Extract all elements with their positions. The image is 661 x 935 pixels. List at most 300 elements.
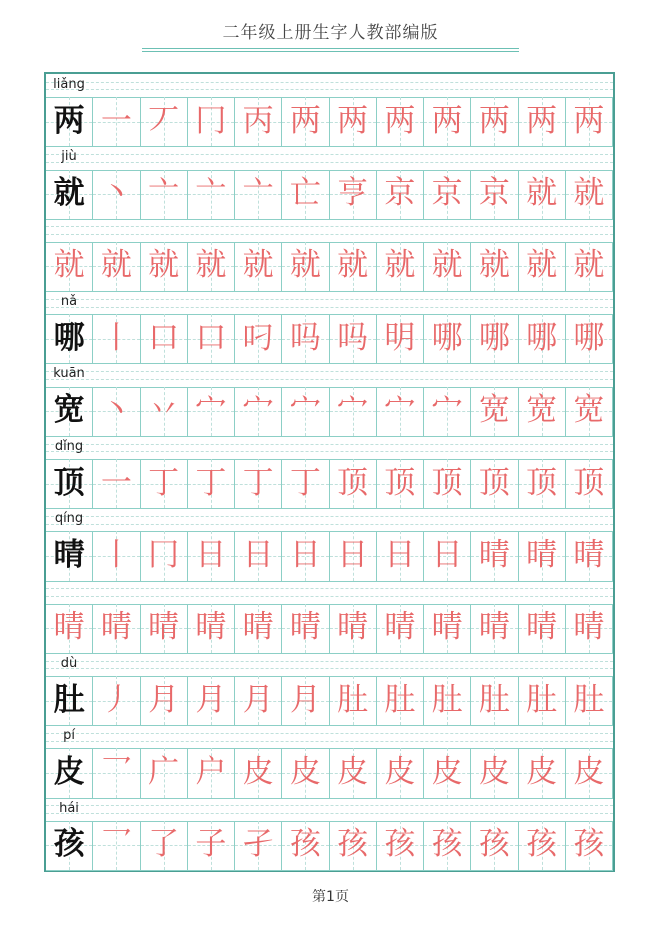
pinyin-band: [46, 146, 613, 170]
trace-character-cell: [235, 387, 282, 436]
title-underline-2: [142, 51, 519, 52]
character-glyph: 月: [195, 681, 227, 718]
character-glyph: 肚: [53, 681, 85, 718]
trace-character-cell: [471, 170, 518, 219]
character-glyph: 顶: [478, 464, 510, 501]
model-character-cell: [46, 387, 93, 436]
character-glyph: 一: [100, 102, 132, 139]
trace-character-cell: [471, 459, 518, 508]
character-cells: [46, 170, 613, 220]
trace-character-cell: [93, 531, 140, 580]
trace-character-cell: [519, 821, 566, 870]
character-glyph: 丙: [242, 102, 274, 139]
pinyin-label: pí: [63, 728, 75, 744]
trace-character-cell: [377, 604, 424, 653]
character-glyph: 顶: [573, 464, 605, 501]
character-glyph: 孩: [337, 826, 369, 863]
trace-character-cell: [282, 170, 329, 219]
character-glyph: 皮: [384, 753, 416, 790]
trace-character-cell: [93, 604, 140, 653]
character-glyph: 孩: [478, 826, 510, 863]
practice-grid: [44, 72, 615, 872]
character-glyph: 就: [337, 247, 369, 284]
character-glyph: 孩: [53, 826, 85, 863]
character-glyph: 皮: [289, 753, 321, 790]
character-glyph: 日: [289, 536, 321, 573]
trace-character-cell: [188, 242, 235, 291]
pinyin-label: dǐng: [54, 438, 84, 454]
character-glyph: 孩: [431, 826, 463, 863]
character-glyph: 就: [53, 174, 85, 211]
trace-character-cell: [188, 314, 235, 363]
trace-character-cell: [471, 821, 518, 870]
trace-character-cell: [519, 387, 566, 436]
character-glyph: 丶: [100, 392, 132, 429]
trace-character-cell: [188, 170, 235, 219]
trace-character-cell: [141, 531, 188, 580]
trace-character-cell: [282, 459, 329, 508]
character-glyph: 日: [431, 536, 463, 573]
character-glyph: 就: [478, 247, 510, 284]
trace-character-cell: [377, 314, 424, 363]
trace-character-cell: [235, 676, 282, 725]
character-glyph: 肚: [431, 681, 463, 718]
character-glyph: 两: [526, 102, 558, 139]
character-glyph: 晴: [148, 609, 180, 646]
pinyin-band: [46, 291, 613, 315]
trace-character-cell: [566, 459, 613, 508]
model-character-cell: [46, 531, 93, 580]
character-glyph: 晴: [53, 536, 85, 573]
trace-character-cell: [377, 748, 424, 797]
trace-character-cell: [235, 242, 282, 291]
practice-row: [46, 363, 613, 435]
character-glyph: 孩: [526, 826, 558, 863]
character-glyph: 哪: [53, 319, 85, 356]
character-glyph: 子: [195, 826, 227, 863]
trace-character-cell: [46, 604, 93, 653]
character-glyph: 晴: [100, 609, 132, 646]
pinyin-band: [46, 508, 613, 532]
trace-character-cell: [519, 604, 566, 653]
character-glyph: 晴: [526, 609, 558, 646]
character-glyph: 皮: [573, 753, 605, 790]
character-glyph: 孩: [384, 826, 416, 863]
pinyin-label: kuān: [53, 366, 85, 382]
trace-character-cell: [282, 676, 329, 725]
trace-character-cell: [235, 170, 282, 219]
trace-character-cell: [330, 531, 377, 580]
character-glyph: 就: [100, 247, 132, 284]
trace-character-cell: [282, 748, 329, 797]
character-glyph: 皮: [337, 753, 369, 790]
character-glyph: 孩: [289, 826, 321, 863]
character-glyph: 晴: [53, 609, 85, 646]
trace-character-cell: [566, 387, 613, 436]
trace-character-cell: [93, 676, 140, 725]
character-glyph: 就: [195, 247, 227, 284]
trace-character-cell: [377, 821, 424, 870]
character-glyph: 晴: [478, 609, 510, 646]
trace-character-cell: [141, 821, 188, 870]
character-glyph: 哪: [526, 319, 558, 356]
trace-character-cell: [188, 459, 235, 508]
character-glyph: 乛: [100, 826, 132, 863]
trace-character-cell: [235, 604, 282, 653]
page-title: 二年级上册生字人教部编版: [222, 23, 439, 43]
trace-character-cell: [282, 821, 329, 870]
trace-character-cell: [188, 676, 235, 725]
trace-character-cell: [235, 459, 282, 508]
trace-character-cell: [471, 604, 518, 653]
practice-row: [46, 508, 613, 580]
practice-row: [46, 291, 613, 363]
character-glyph: 亠: [195, 174, 227, 211]
character-glyph: 肚: [478, 681, 510, 718]
practice-row: [46, 74, 613, 146]
character-glyph: 京: [431, 174, 463, 211]
pinyin-band: [46, 363, 613, 387]
trace-character-cell: [282, 242, 329, 291]
character-glyph: 就: [573, 247, 605, 284]
trace-character-cell: [235, 821, 282, 870]
trace-character-cell: [330, 676, 377, 725]
character-glyph: 日: [242, 536, 274, 573]
character-glyph: 吗: [289, 319, 321, 356]
trace-character-cell: [519, 531, 566, 580]
character-glyph: 宽: [526, 392, 558, 429]
trace-character-cell: [330, 459, 377, 508]
trace-character-cell: [282, 314, 329, 363]
character-glyph: 晴: [242, 609, 274, 646]
trace-character-cell: [377, 459, 424, 508]
character-glyph: 京: [478, 174, 510, 211]
character-glyph: 就: [431, 247, 463, 284]
trace-character-cell: [377, 676, 424, 725]
practice-row: [46, 219, 613, 291]
character-glyph: 哪: [431, 319, 463, 356]
pinyin-band: [46, 436, 613, 460]
trace-character-cell: [519, 242, 566, 291]
pinyin-band: [46, 725, 613, 749]
model-character-cell: [46, 170, 93, 219]
trace-character-cell: [188, 97, 235, 146]
trace-character-cell: [519, 314, 566, 363]
character-cells: [46, 242, 613, 292]
trace-character-cell: [330, 604, 377, 653]
model-character-cell: [46, 676, 93, 725]
character-glyph: 广: [148, 753, 180, 790]
pinyin-label: jiù: [61, 149, 77, 165]
trace-character-cell: [188, 604, 235, 653]
practice-row: [46, 798, 613, 870]
trace-character-cell: [519, 170, 566, 219]
character-glyph: 宀: [431, 392, 463, 429]
character-glyph: 京: [384, 174, 416, 211]
trace-character-cell: [519, 97, 566, 146]
trace-character-cell: [235, 97, 282, 146]
character-cells: [46, 604, 613, 654]
model-character-cell: [46, 748, 93, 797]
trace-character-cell: [330, 170, 377, 219]
character-glyph: 日: [337, 536, 369, 573]
practice-row: [46, 653, 613, 725]
character-glyph: 冂: [148, 536, 180, 573]
character-glyph: 顶: [53, 464, 85, 501]
practice-row: [46, 146, 613, 218]
trace-character-cell: [471, 531, 518, 580]
character-glyph: 亠: [242, 174, 274, 211]
character-cells: [46, 821, 613, 871]
trace-character-cell: [282, 531, 329, 580]
character-glyph: 晴: [573, 536, 605, 573]
trace-character-cell: [235, 531, 282, 580]
character-glyph: 宀: [384, 392, 416, 429]
trace-character-cell: [282, 97, 329, 146]
character-glyph: 晴: [478, 536, 510, 573]
trace-character-cell: [519, 459, 566, 508]
character-glyph: 肚: [573, 681, 605, 718]
trace-character-cell: [471, 97, 518, 146]
character-glyph: 户: [195, 753, 227, 790]
trace-character-cell: [188, 531, 235, 580]
character-glyph: 两: [337, 102, 369, 139]
trace-character-cell: [377, 97, 424, 146]
pinyin-band: [46, 581, 613, 605]
pinyin-label: hái: [59, 800, 79, 816]
character-glyph: 两: [53, 102, 85, 139]
trace-character-cell: [46, 242, 93, 291]
trace-character-cell: [471, 676, 518, 725]
trace-character-cell: [188, 821, 235, 870]
character-glyph: 顶: [337, 464, 369, 501]
model-character-cell: [46, 821, 93, 870]
character-glyph: 皮: [526, 753, 558, 790]
trace-character-cell: [566, 676, 613, 725]
character-cells: [46, 748, 613, 798]
trace-character-cell: [424, 821, 471, 870]
trace-character-cell: [141, 676, 188, 725]
character-glyph: 皮: [431, 753, 463, 790]
trace-character-cell: [566, 821, 613, 870]
trace-character-cell: [93, 821, 140, 870]
character-cells: [46, 314, 613, 364]
model-character-cell: [46, 314, 93, 363]
trace-character-cell: [93, 314, 140, 363]
trace-character-cell: [141, 97, 188, 146]
character-glyph: 丁: [289, 464, 321, 501]
character-cells: [46, 387, 613, 437]
character-glyph: 皮: [478, 753, 510, 790]
character-glyph: 晴: [384, 609, 416, 646]
trace-character-cell: [424, 242, 471, 291]
trace-character-cell: [235, 748, 282, 797]
trace-character-cell: [424, 387, 471, 436]
character-glyph: 皮: [53, 753, 85, 790]
character-glyph: 丷: [148, 392, 180, 429]
character-glyph: 丨: [100, 319, 132, 356]
trace-character-cell: [93, 459, 140, 508]
character-glyph: 一: [100, 464, 132, 501]
character-cells: [46, 531, 613, 581]
character-glyph: 丨: [100, 536, 132, 573]
character-cells: [46, 676, 613, 726]
trace-character-cell: [566, 242, 613, 291]
trace-character-cell: [519, 676, 566, 725]
trace-character-cell: [330, 387, 377, 436]
trace-character-cell: [330, 314, 377, 363]
character-glyph: 就: [148, 247, 180, 284]
trace-character-cell: [141, 242, 188, 291]
character-glyph: 皮: [242, 753, 274, 790]
trace-character-cell: [566, 97, 613, 146]
character-glyph: 肚: [384, 681, 416, 718]
character-glyph: 宀: [195, 392, 227, 429]
pinyin-label: liǎng: [53, 77, 85, 92]
trace-character-cell: [93, 387, 140, 436]
character-glyph: 宀: [242, 392, 274, 429]
character-glyph: 亠: [148, 174, 180, 211]
trace-character-cell: [424, 531, 471, 580]
character-glyph: 叼: [242, 319, 274, 356]
character-glyph: 哪: [478, 319, 510, 356]
trace-character-cell: [566, 531, 613, 580]
character-glyph: 口: [148, 319, 180, 356]
trace-character-cell: [471, 242, 518, 291]
character-glyph: 亡: [289, 174, 321, 211]
character-glyph: 两: [573, 102, 605, 139]
model-character-cell: [46, 97, 93, 146]
character-glyph: 两: [478, 102, 510, 139]
trace-character-cell: [566, 170, 613, 219]
character-glyph: 丁: [195, 464, 227, 501]
trace-character-cell: [330, 97, 377, 146]
trace-character-cell: [188, 387, 235, 436]
character-glyph: 顶: [384, 464, 416, 501]
trace-character-cell: [566, 748, 613, 797]
character-glyph: 就: [526, 247, 558, 284]
pinyin-label: nǎ: [60, 294, 78, 310]
trace-character-cell: [93, 170, 140, 219]
trace-character-cell: [330, 821, 377, 870]
trace-character-cell: [282, 387, 329, 436]
character-glyph: 丆: [148, 102, 180, 139]
character-cells: [46, 459, 613, 509]
trace-character-cell: [471, 387, 518, 436]
pinyin-band: [46, 798, 613, 822]
trace-character-cell: [330, 748, 377, 797]
character-glyph: 月: [242, 681, 274, 718]
character-glyph: 晴: [573, 609, 605, 646]
character-glyph: 宽: [478, 392, 510, 429]
character-glyph: 两: [431, 102, 463, 139]
trace-character-cell: [471, 748, 518, 797]
trace-character-cell: [424, 748, 471, 797]
character-glyph: 吗: [337, 319, 369, 356]
character-glyph: 乛: [100, 753, 132, 790]
character-glyph: 顶: [431, 464, 463, 501]
character-glyph: 两: [289, 102, 321, 139]
character-glyph: 丁: [242, 464, 274, 501]
character-glyph: 宽: [53, 392, 85, 429]
character-glyph: 就: [289, 247, 321, 284]
trace-character-cell: [566, 314, 613, 363]
trace-character-cell: [330, 242, 377, 291]
trace-character-cell: [424, 170, 471, 219]
model-character-cell: [46, 459, 93, 508]
trace-character-cell: [424, 314, 471, 363]
character-glyph: 丶: [100, 174, 132, 211]
character-glyph: 就: [526, 174, 558, 211]
character-glyph: 就: [384, 247, 416, 284]
trace-character-cell: [235, 314, 282, 363]
pinyin-label: qíng: [54, 511, 84, 527]
character-glyph: 月: [148, 681, 180, 718]
page-number: 第1页: [312, 889, 349, 905]
trace-character-cell: [141, 604, 188, 653]
character-glyph: 孩: [573, 826, 605, 863]
character-glyph: 亨: [337, 174, 369, 211]
trace-character-cell: [188, 748, 235, 797]
trace-character-cell: [424, 97, 471, 146]
character-glyph: 丿: [100, 681, 132, 718]
pinyin-band: [46, 74, 613, 98]
character-glyph: 日: [384, 536, 416, 573]
trace-character-cell: [141, 748, 188, 797]
character-glyph: 两: [384, 102, 416, 139]
trace-character-cell: [424, 676, 471, 725]
pinyin-band: [46, 219, 613, 243]
trace-character-cell: [141, 459, 188, 508]
trace-character-cell: [519, 748, 566, 797]
trace-character-cell: [93, 97, 140, 146]
character-glyph: 哪: [573, 319, 605, 356]
practice-row: [46, 436, 613, 508]
trace-character-cell: [141, 387, 188, 436]
character-glyph: 宀: [289, 392, 321, 429]
trace-character-cell: [424, 604, 471, 653]
trace-character-cell: [377, 531, 424, 580]
character-glyph: 日: [195, 536, 227, 573]
character-glyph: 就: [573, 174, 605, 211]
trace-character-cell: [377, 170, 424, 219]
trace-character-cell: [471, 314, 518, 363]
practice-row: [46, 581, 613, 653]
character-glyph: 口: [195, 319, 227, 356]
character-glyph: 肚: [337, 681, 369, 718]
character-glyph: 肚: [526, 681, 558, 718]
character-cells: [46, 97, 613, 147]
trace-character-cell: [377, 387, 424, 436]
character-glyph: 明: [384, 319, 416, 356]
character-glyph: 晴: [337, 609, 369, 646]
trace-character-cell: [566, 604, 613, 653]
character-glyph: 晴: [526, 536, 558, 573]
character-glyph: 就: [242, 247, 274, 284]
character-glyph: 冂: [195, 102, 227, 139]
trace-character-cell: [141, 314, 188, 363]
character-glyph: 丁: [148, 464, 180, 501]
character-glyph: 了: [148, 826, 180, 863]
trace-character-cell: [282, 604, 329, 653]
title-underline: [142, 48, 519, 49]
character-glyph: 宽: [573, 392, 605, 429]
character-glyph: 晴: [289, 609, 321, 646]
character-glyph: 宀: [337, 392, 369, 429]
character-glyph: 晴: [431, 609, 463, 646]
practice-row: [46, 725, 613, 797]
trace-character-cell: [377, 242, 424, 291]
